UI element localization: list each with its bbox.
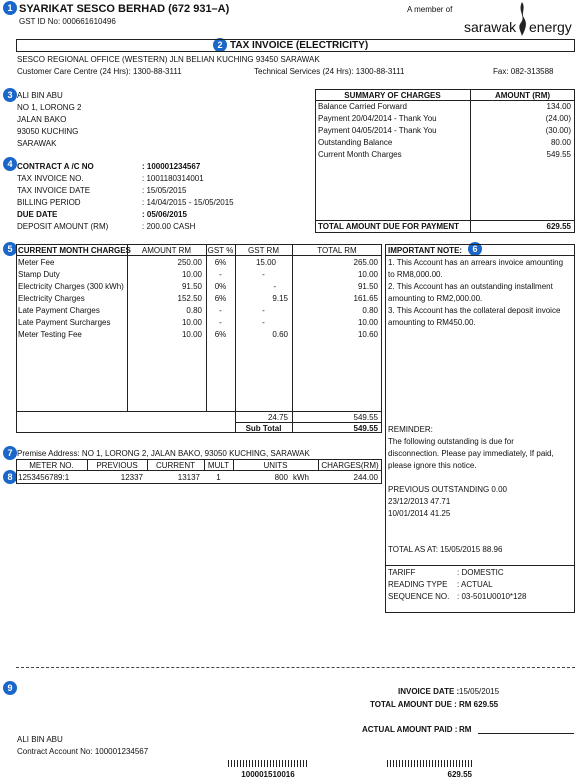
charge-total: 10.60 [357, 330, 378, 339]
summary-total-label: TOTAL AMOUNT DUE FOR PAYMENT [318, 222, 460, 231]
account-label: TAX INVOICE NO. [17, 174, 84, 183]
charge-amount: 10.00 [181, 270, 202, 279]
meter-previous: 12337 [120, 473, 143, 482]
charge-total: 161.65 [353, 294, 378, 303]
customer-name: ALI BIN ABU [17, 91, 63, 100]
account-value: : 100001234567 [142, 162, 201, 171]
charges-header: GST RM [248, 246, 279, 255]
meter-current: 13137 [177, 473, 200, 482]
reminder-line: REMINDER: [388, 425, 433, 434]
tariff-label: TARIFF [388, 568, 416, 577]
charge-gst: 15.00 [255, 258, 276, 267]
badge-1: 1 [3, 1, 17, 15]
summary-row-label: Current Month Charges [318, 150, 402, 159]
meter-mult: 1 [216, 473, 221, 482]
charge-amount: 10.00 [181, 318, 202, 327]
barcode-1 [228, 760, 308, 767]
meter-unit: kWh [293, 473, 309, 482]
charges-header: AMOUNT RM [141, 246, 192, 255]
previous-line: 23/12/2013 47.71 [388, 497, 451, 506]
tariff-label: SEQUENCE NO. [388, 592, 450, 601]
badge-3: 3 [3, 88, 17, 102]
meter-header: MULT [207, 461, 230, 470]
subtotal-amount: 549.55 [353, 424, 378, 433]
logo-text-energy: energy [529, 19, 572, 35]
summary-row-amount: 549.55 [546, 150, 571, 159]
charge-gst: - [262, 306, 265, 315]
previous-line: PREVIOUS OUTSTANDING 0.00 [388, 485, 507, 494]
total-as-at: TOTAL AS AT: 15/05/2015 88.96 [388, 545, 503, 554]
badge-5: 5 [3, 242, 17, 256]
meter-charges: 244.00 [353, 473, 378, 482]
barcode-1-text: 100001510016 [241, 770, 295, 779]
meter-units: 800 [274, 473, 288, 482]
sarawak-energy-logo [462, 2, 577, 36]
charge-gst-pct: - [219, 270, 222, 279]
summary-row-label: Outstanding Balance [318, 138, 393, 147]
charges-header: TOTAL RM [317, 246, 357, 255]
page-title: TAX INVOICE (ELECTRICITY) [230, 40, 369, 51]
cut-line [16, 667, 575, 668]
charge-total: 265.00 [353, 258, 378, 267]
account-value: : 200.00 CASH [142, 222, 196, 231]
charge-item: Electricity Charges (300 kWh) [18, 282, 124, 291]
badge-2: 2 [213, 38, 227, 52]
summary-row-amount: (24.00) [545, 114, 571, 123]
summary-row-amount: 134.00 [546, 102, 571, 111]
office-address: SESCO REGIONAL OFFICE (WESTERN) JLN BELIAN KUCHING 93450 SARAWAK [17, 55, 320, 64]
slip-name: ALI BIN ABU [17, 735, 63, 744]
badge-7: 7 [3, 446, 17, 460]
account-label: CONTRACT A /C NO [17, 162, 94, 171]
slip-actual-paid-label: ACTUAL AMOUNT PAID : [362, 725, 458, 734]
note-line: 2. This Account has an outstanding installment [388, 282, 553, 291]
member-of: A member of [407, 5, 453, 14]
summary-row-amount: (30.00) [545, 126, 571, 135]
note-title: IMPORTANT NOTE: [388, 246, 463, 255]
meter-header: PREVIOUS [96, 461, 138, 470]
charge-gst: 9.15 [272, 294, 288, 303]
charge-gst-pct: 0% [214, 282, 227, 291]
account-value: : 05/06/2015 [142, 210, 187, 219]
charges-header: GST % [207, 246, 234, 255]
summary-row-label: Payment 04/05/2014 - Thank You [318, 126, 437, 135]
charge-item: Late Payment Charges [18, 306, 100, 315]
account-value: : 1001180314001 [142, 174, 204, 183]
charge-amount: 152.50 [177, 294, 202, 303]
barcode-2-text: 629.55 [447, 770, 472, 779]
reminder-line: please ignore this notice. [388, 461, 477, 470]
charge-gst-pct: - [219, 306, 222, 315]
reminder-line: The following outstanding is due for [388, 437, 514, 446]
badge-9: 9 [3, 681, 17, 695]
meter-no: 1253456789:1 [18, 473, 70, 482]
summary-row-label: Payment 20/04/2014 - Thank You [318, 114, 437, 123]
badge-4: 4 [3, 157, 17, 171]
charge-item: Electricity Charges [18, 294, 85, 303]
customer-care: Customer Care Centre (24 Hrs): 1300-88-3111 [17, 67, 182, 76]
slip-actual-paid: RM [459, 725, 472, 734]
note-line: 1. This Account has an arrears invoice amounting [388, 258, 564, 267]
reminder-line: disconnection. Please pay immediately, If paid, [388, 449, 554, 458]
customer-address-line: SARAWAK [17, 139, 57, 148]
meter-header: METER NO. [29, 461, 74, 470]
summary-total-amount: 629.55 [546, 222, 571, 231]
charge-gst: - [262, 318, 265, 327]
amount-paid-line[interactable] [478, 733, 574, 734]
account-value: : 15/05/2015 [142, 186, 187, 195]
tariff-label: READING TYPE [388, 580, 448, 589]
charge-amount: 0.80 [186, 306, 202, 315]
charge-item: Meter Testing Fee [18, 330, 82, 339]
badge-6: 6 [468, 242, 482, 256]
meter-header: CURRENT [155, 461, 196, 470]
charge-item: Late Payment Surcharges [18, 318, 111, 327]
badge-8: 8 [3, 470, 17, 484]
meter-header: UNITS [263, 461, 288, 470]
charge-gst: - [262, 270, 265, 279]
technical-services: Technical Services (24 Hrs): 1300-88-3111 [254, 67, 405, 76]
summary-header: SUMMARY OF CHARGES [344, 91, 441, 100]
charge-gst: 0.60 [272, 330, 288, 339]
customer-address-line: 93050 KUCHING [17, 127, 79, 136]
slip-total-due-label: TOTAL AMOUNT DUE : [370, 700, 457, 709]
fax: Fax: 082-313588 [493, 67, 554, 76]
note-line: to RM8,000.00. [388, 270, 443, 279]
charge-amount: 91.50 [181, 282, 202, 291]
charge-total: 91.50 [357, 282, 378, 291]
logo-text-sarawak: sarawak [464, 19, 517, 35]
slip-invoice-date: 15/05/2015 [459, 687, 500, 696]
account-label: DUE DATE [17, 210, 58, 219]
charge-item: Stamp Duty [18, 270, 60, 279]
charge-gst-pct: 6% [214, 294, 227, 303]
charge-gst: - [273, 282, 276, 291]
charge-gst-pct: 6% [214, 330, 227, 339]
summary-row-amount: 80.00 [550, 138, 571, 147]
tariff-value: : DOMESTIC [457, 568, 504, 577]
barcode-2 [387, 760, 473, 767]
gst-id: GST ID No: 000661610496 [19, 17, 116, 26]
slip-contract: Contract Account No: 100001234567 [17, 747, 149, 756]
charge-amount: 10.00 [181, 330, 202, 339]
total-sum: 549.55 [353, 413, 378, 422]
customer-address-line: JALAN BAKO [17, 115, 67, 124]
note-line: 3. This Account has the collateral deposit invoice [388, 306, 561, 315]
account-value: : 14/04/2015 - 15/05/2015 [142, 198, 234, 207]
account-label: DEPOSIT AMOUNT (RM) [17, 222, 109, 231]
meter-header: CHARGES(RM) [321, 461, 379, 470]
charge-gst-pct: 6% [214, 258, 227, 267]
previous-line: 10/01/2014 41.25 [388, 509, 451, 518]
slip-total-due: RM 629.55 [459, 700, 499, 709]
account-label: BILLING PERIOD [17, 198, 81, 207]
subtotal-label: Sub Total [245, 424, 282, 433]
tariff-value: : ACTUAL [457, 580, 493, 589]
gst-sum: 24.75 [267, 413, 288, 422]
note-line: amounting to RM450.00. [388, 318, 476, 327]
charges-header: CURRENT MONTH CHARGES [18, 246, 131, 255]
note-line: amounting to RM2,000.00. [388, 294, 483, 303]
charge-amount: 250.00 [177, 258, 202, 267]
premise-address: Premise Address: NO 1, LORONG 2, JALAN BAKO, 93050 KUCHING, SARAWAK [17, 449, 310, 458]
account-label: TAX INVOICE DATE [17, 186, 91, 195]
customer-address-line: NO 1, LORONG 2 [17, 103, 82, 112]
charge-total: 10.00 [357, 270, 378, 279]
company-name: SYARIKAT SESCO BERHAD (672 931–A) [19, 3, 230, 15]
charge-item: Meter Fee [18, 258, 55, 267]
charge-gst-pct: - [219, 318, 222, 327]
charge-total: 10.00 [357, 318, 378, 327]
summary-row-label: Balance Carried Forward [318, 102, 407, 111]
summary-amount-header: AMOUNT (RM) [494, 91, 551, 100]
charge-total: 0.80 [362, 306, 378, 315]
flame-icon [515, 2, 529, 36]
slip-invoice-date-label: INVOICE DATE : [398, 687, 460, 696]
tariff-value: : 03-501U0010*128 [457, 592, 527, 601]
